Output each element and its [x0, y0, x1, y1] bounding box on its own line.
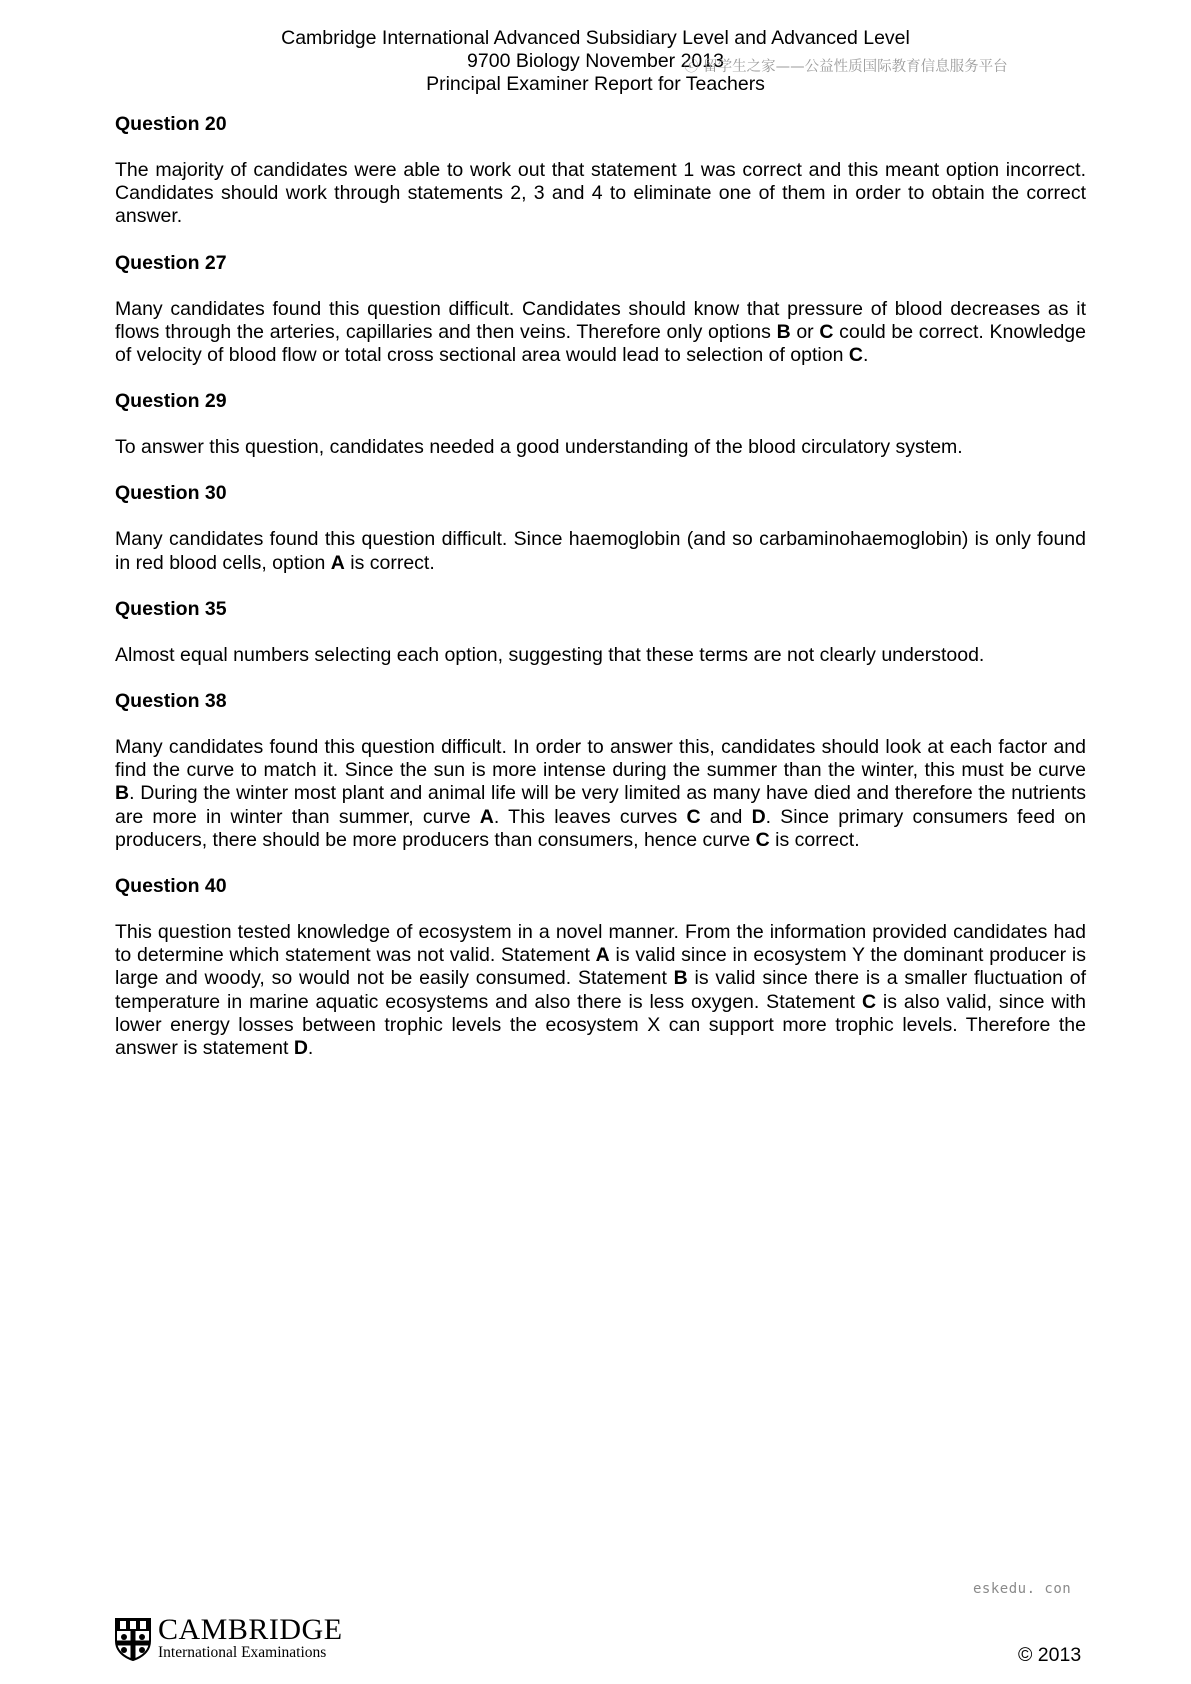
option-letter: A	[595, 944, 610, 967]
question-heading: Question 27	[115, 251, 227, 274]
option-letter: C	[848, 344, 863, 367]
question-body: Many candidates found this question difficult. In order to answer this, candidates should look at each factor and find the curve to match it. Since the sun is more intense during the summer than the winter, this must be curve B. During the winter most plant and animal life will be very limited as many have died and therefore the nutrients are more in winter than summer, curve A. This leaves curves C and D. Since primary consumers feed on producers, there should be more producers than consumers, hence curve C is correct.	[115, 736, 1086, 851]
question-heading: Question 29	[115, 390, 227, 413]
question-body: Almost equal numbers selecting each option, suggesting that these terms are not clearly understood.	[115, 643, 985, 666]
logo-brand: CAMBRIDGE	[158, 1613, 343, 1646]
logo-subtitle: International Examinations	[158, 1644, 327, 1661]
question-body: To answer this question, candidates needed a good understanding of the blood circulatory system.	[115, 436, 963, 459]
option-letter: D	[751, 805, 766, 828]
option-letter: A	[330, 551, 345, 574]
question-heading: Question 40	[115, 875, 227, 898]
page-header	[0, 27, 1191, 96]
cambridge-logo	[114, 1613, 343, 1661]
option-letter: C	[686, 805, 701, 828]
watermark-top: ⓒ 留学生之家——公益性质国际教育信息服务平台	[684, 59, 1008, 75]
header-line-3: Principal Examiner Report for Teachers	[426, 73, 765, 95]
question-body: This question tested knowledge of ecosystem in a novel manner. From the information provided candidates had to determine which statement was not valid. Statement A is valid since in ecosystem Y the dominant producer is large and woody, so would not be easily consumed. Statement B is valid since there is a smaller fluctuation of temperature in marine aquatic ecosystems and also there is less oxygen. Statement C is also valid, since with lower energy losses between trophic levels the ecosystem X can support more trophic levels. Therefore the answer is statement D.	[115, 921, 1087, 1060]
shield-crest-icon	[114, 1617, 152, 1661]
copyright: © 2013	[1018, 1644, 1082, 1666]
option-letter: A	[479, 805, 494, 828]
question-body: Many candidates found this question difficult. Candidates should know that pressure of blood decreases as it flows through the arteries, capillaries and then veins. Therefore only options B or C could be correct. Knowledge of velocity of blood flow or total cross sectional area would lead to selection of option C.	[115, 297, 1086, 367]
header-line-2: 9700 Biology November 2013	[467, 50, 724, 72]
option-letter: C	[819, 320, 834, 343]
watermark-bottom: eskedu. con	[973, 1581, 1072, 1597]
question-heading: Question 38	[115, 690, 227, 713]
question-heading: Question 20	[115, 113, 227, 135]
option-letter: C	[861, 990, 877, 1013]
question-body: The majority of candidates were able to work out that statement 1 was correct and this meant option incorrect. Candidates should work through statements 2, 3 and 4 to eliminate one of them in order to obtain the correct answer.	[115, 159, 1086, 228]
question-heading: Question 35	[115, 597, 227, 620]
option-letter: B	[776, 320, 791, 343]
option-letter: B	[673, 967, 688, 990]
question-heading: Question 30	[115, 482, 227, 505]
question-body: Many candidates found this question difficult. Since haemoglobin (and so carbaminohaemoglobin) is only found in red blood cells, option A is correct.	[115, 528, 1086, 574]
option-letter: C	[755, 828, 770, 851]
option-letter: B	[115, 782, 130, 805]
header-line-1: Cambridge International Advanced Subsidiary Level and Advanced Level	[281, 27, 910, 49]
option-letter: D	[293, 1037, 308, 1060]
report-body	[115, 113, 1086, 1083]
